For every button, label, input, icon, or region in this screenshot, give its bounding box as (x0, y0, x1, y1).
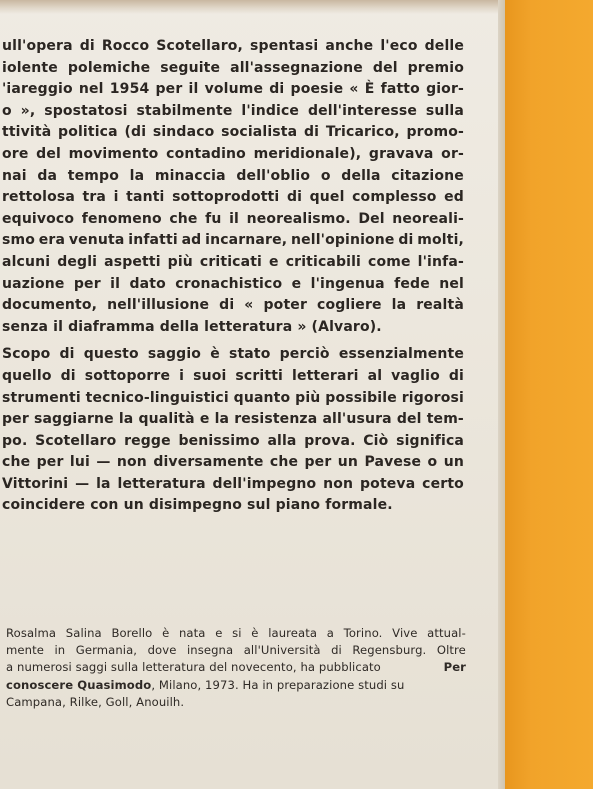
word: criticabili (285, 253, 362, 270)
bio-text: a numerosi saggi sulla letteratura del novecento, ha pubblicato (6, 660, 381, 675)
word: quanto (233, 389, 291, 406)
word: saggiarne (33, 411, 114, 428)
word: insegna (186, 643, 234, 658)
word: delle (424, 38, 464, 54)
word: tempo (67, 167, 119, 184)
word: di (398, 232, 414, 249)
word: all'assegnazione (230, 59, 363, 76)
word: strumenti (2, 389, 81, 406)
word: l'ingenua (310, 275, 385, 292)
word: il (188, 81, 199, 98)
word: benissimo (178, 432, 260, 449)
word: dato (129, 275, 166, 292)
word: dell'impegno (212, 475, 317, 492)
word: perciò (279, 346, 330, 363)
word: per (155, 81, 183, 98)
word: Salina (65, 626, 102, 640)
word: fu (205, 210, 222, 227)
word: la (96, 475, 111, 492)
word: la (118, 411, 134, 428)
word: Oltre (436, 643, 466, 658)
word: Tricarico, (325, 124, 400, 141)
word: all'usura (322, 411, 392, 428)
word: i (113, 189, 119, 206)
word: spentasi (250, 38, 319, 54)
text-line (2, 274, 464, 296)
bio-line (6, 677, 466, 694)
word: ttività (2, 124, 52, 141)
word: molti, (417, 232, 464, 249)
word: complesso (352, 189, 437, 206)
word: sulla (425, 102, 464, 119)
word: Pavese (364, 454, 422, 471)
word: di (219, 297, 235, 314)
word: Ciò (363, 432, 389, 449)
word: o (427, 454, 438, 471)
main-text (2, 36, 464, 517)
word: attual- (427, 626, 466, 640)
word: ad (181, 232, 202, 249)
word: la (129, 167, 145, 184)
word: certo (422, 475, 464, 492)
word: iolente (2, 59, 58, 76)
word: quel (309, 189, 345, 206)
word: po. (2, 432, 28, 449)
word: Vive (392, 626, 418, 640)
text-line: coincidere con un disimpegno sul piano formale. (2, 497, 393, 514)
word: or- (441, 145, 464, 162)
word: venuta (68, 232, 125, 249)
text-line (2, 101, 464, 123)
word: la (391, 297, 407, 314)
word: questo (83, 346, 139, 363)
text-line (2, 474, 464, 496)
word: meridionale), (253, 145, 362, 162)
word: per (36, 454, 64, 471)
word: Vittorini (2, 475, 69, 492)
text-line (2, 122, 464, 144)
word: l'eco (380, 38, 418, 54)
text-line (2, 144, 464, 166)
text-line (2, 252, 464, 274)
word: uazione (2, 275, 65, 292)
word: sottoprodotti (172, 189, 280, 206)
word: del (372, 59, 398, 76)
word: è (162, 626, 170, 640)
word: rigorosi (401, 389, 464, 406)
word: della (341, 167, 381, 184)
word: 1954 (109, 81, 150, 98)
bio-line (6, 625, 466, 642)
word: 'iareggio (2, 81, 73, 98)
author-bio (6, 625, 466, 711)
word: nel (439, 275, 464, 292)
word: Rosalma (6, 626, 57, 640)
text-line (2, 58, 464, 80)
word: come (368, 253, 411, 270)
word: documento, (2, 297, 98, 314)
bio-text-group (6, 677, 405, 694)
word: smo (2, 232, 35, 249)
word: resistenza (234, 411, 318, 428)
word: non (116, 454, 147, 471)
word: di (60, 367, 76, 384)
text-line (2, 166, 464, 188)
paragraph-1 (2, 36, 464, 338)
word: poesie (290, 81, 344, 98)
word: citazione (391, 167, 464, 184)
word: di (331, 643, 342, 658)
word: ed (444, 189, 464, 206)
word: o (2, 102, 12, 119)
word: alcuni (2, 253, 51, 270)
word: qualità (138, 411, 195, 428)
word: e (199, 411, 210, 428)
word: dove (147, 643, 177, 658)
word: che (169, 210, 198, 227)
word: un (337, 454, 359, 471)
word: fede (394, 275, 430, 292)
word: il (229, 210, 239, 227)
word: possibile (325, 389, 397, 406)
bio-line: Campana, Rilke, Goll, Anouilh. (6, 694, 185, 709)
text-line (2, 366, 464, 388)
word: — (75, 475, 90, 492)
word: tanti (126, 189, 165, 206)
word: « (244, 297, 254, 314)
text-line (2, 388, 464, 410)
word: di (269, 81, 285, 98)
word: sindaco (152, 124, 215, 141)
word: che (2, 454, 31, 471)
word: incarnare, (205, 232, 288, 249)
word: e (215, 626, 223, 640)
word: gravava (368, 145, 434, 162)
word: al (367, 367, 383, 384)
word: realtà (416, 297, 464, 314)
word: vaglio (391, 367, 440, 384)
word: gior- (426, 81, 464, 98)
text-line: senza il diaframma della letteratura » (Alvaro). (2, 318, 382, 335)
text-line (2, 79, 464, 101)
word: Torino. (343, 626, 383, 640)
word: di (448, 367, 464, 384)
word: l'infa- (417, 253, 464, 270)
word: ore (2, 145, 29, 162)
word: di (79, 38, 95, 54)
word: per (73, 275, 101, 292)
word: nai (2, 167, 27, 184)
word: di (303, 124, 320, 141)
word: la (214, 411, 230, 428)
word: neorealismo. (246, 210, 351, 227)
word: del (396, 411, 422, 428)
word: Rocco (101, 38, 150, 54)
text-line (2, 431, 464, 453)
word: criticati (199, 253, 263, 270)
word: cogliere (317, 297, 382, 314)
word: È (364, 81, 375, 98)
book-cover (505, 0, 593, 789)
word: premio (407, 59, 464, 76)
word: suoi (193, 367, 227, 384)
word: seguite (160, 59, 221, 76)
word: di (59, 346, 75, 363)
text-line (2, 295, 464, 317)
word: fenomeno (81, 210, 162, 227)
word: Scotellaro, (156, 38, 244, 54)
text-line (2, 452, 464, 474)
word: Borello (111, 626, 153, 640)
word: l'indice (241, 102, 300, 119)
word: laureata (268, 626, 318, 640)
word: più (167, 253, 193, 270)
word: e (291, 275, 302, 292)
word: infatti (128, 232, 178, 249)
word: equivoco (2, 210, 75, 227)
word: — (96, 454, 111, 471)
word: spostatosi (44, 102, 128, 119)
word: di (286, 189, 303, 206)
word: poteva (360, 475, 416, 492)
word: tra (82, 189, 107, 206)
text-line (2, 230, 464, 252)
bio-line (6, 659, 466, 676)
word: essenzialmente (338, 346, 464, 363)
word: a (326, 626, 334, 640)
word: per (2, 411, 29, 428)
word: Regensburg. (352, 643, 427, 658)
word: e (269, 253, 279, 270)
book-title-part: Per (443, 660, 466, 675)
word: minaccia (154, 167, 226, 184)
word: un (443, 454, 464, 471)
word: stato (228, 346, 271, 363)
word: del (36, 145, 61, 162)
word: « (349, 81, 359, 98)
word: in (54, 643, 66, 658)
word: socialista (221, 124, 298, 141)
word: nell'opinione (290, 232, 395, 249)
word: è (210, 346, 220, 363)
word: lui (69, 454, 90, 471)
word: neoreali- (392, 210, 464, 227)
word: alla (267, 432, 297, 449)
bio-text: , Milano, 1973. Ha in preparazione studi su (151, 677, 405, 692)
word: poter (263, 297, 307, 314)
word: Del (358, 210, 385, 227)
text-line (2, 209, 464, 231)
word: promo- (406, 124, 464, 141)
word: letteratura (117, 475, 206, 492)
page-top-edge (0, 0, 505, 14)
word: all'Università (243, 643, 321, 658)
word: che (269, 454, 299, 471)
word: significa (396, 432, 464, 449)
word: scritti (235, 367, 283, 384)
word: tecnico-linguistici (85, 389, 229, 406)
word: ull'opera (2, 38, 73, 54)
bio-line (6, 642, 466, 659)
word: era (38, 232, 66, 249)
word: movimento (68, 145, 159, 162)
word: è (251, 626, 259, 640)
word: quello (2, 367, 52, 384)
word: dell'oblio (236, 167, 311, 184)
word: stabilmente (136, 102, 233, 119)
word: dell'interesse (307, 102, 417, 119)
word: nell'illusione (107, 297, 210, 314)
word: cronachistico (175, 275, 283, 292)
word: non (323, 475, 354, 492)
word: polemiche (67, 59, 151, 76)
word: Scotellaro (35, 432, 117, 449)
word: nata (178, 626, 206, 640)
word: nel (78, 81, 104, 98)
word: politica (58, 124, 118, 141)
word: letterari (292, 367, 359, 384)
word: o (320, 167, 331, 184)
word: contadino (166, 145, 246, 162)
word: per (304, 454, 332, 471)
word: regge (124, 432, 171, 449)
word: degli (57, 253, 98, 270)
text-line (2, 344, 464, 366)
book-title-part: conoscere Quasimodo (6, 677, 152, 692)
word: tem- (426, 411, 464, 428)
word: Germania, (75, 643, 138, 658)
word: (di (124, 124, 147, 141)
word: saggio (147, 346, 202, 363)
word: prova. (304, 432, 356, 449)
word: mente (6, 643, 44, 658)
word: diversamente (153, 454, 264, 471)
text-line (2, 36, 464, 58)
word: si (232, 626, 242, 640)
word: aspetti (104, 253, 161, 270)
word: anche (325, 38, 374, 54)
word: rettolosa (2, 189, 75, 206)
text-line (2, 409, 464, 431)
word: Scopo (2, 346, 51, 363)
word: più (295, 389, 321, 406)
word: il (110, 275, 121, 292)
paragraph-2 (2, 344, 464, 517)
word: fatto (380, 81, 420, 98)
text-line (2, 187, 464, 209)
word: », (20, 102, 36, 119)
word: i (179, 367, 185, 384)
word: volume (204, 81, 264, 98)
word: da (37, 167, 58, 184)
word: sottoporre (84, 367, 171, 384)
